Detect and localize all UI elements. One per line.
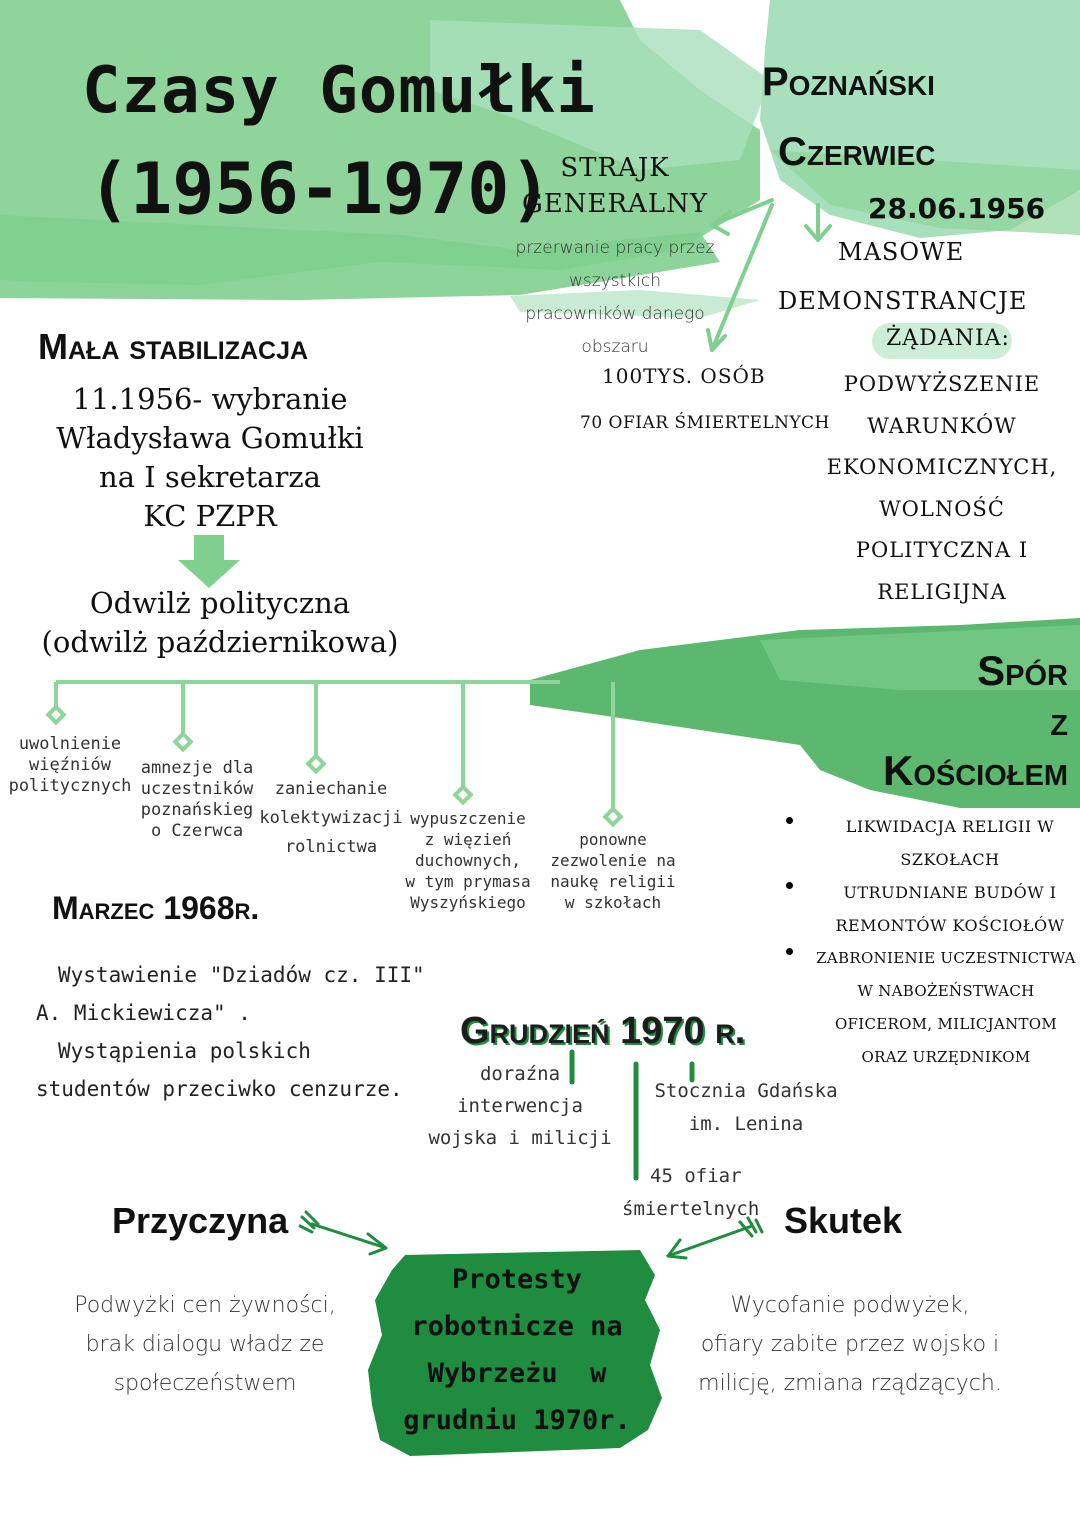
spor-item-3: ZABRONIENIE UCZESTNICTWA W NABOŻEŃSTWACH OFICEROM, MILICJANTOM ORAZ URZĘDNIKOM: [816, 949, 1076, 1066]
marzec-text: Wystawienie "Dziadów cz. III" A. Mickiewicza" . Wystąpienia polskich studentów przeciwko cenzurze.: [36, 963, 425, 1101]
title-line-1: Czasy Gomułki: [82, 54, 596, 128]
demand-item: RELIGIJNA: [877, 579, 1007, 604]
poznan-title-2: Czerwiec: [778, 130, 936, 174]
odwilz-text: Odwilż polityczna (odwilż październikowa): [41, 586, 399, 659]
spor-title: Spór z Kościołem: [882, 647, 1068, 794]
branch-node: [455, 787, 471, 803]
branch-node: [175, 734, 191, 750]
poznan-title: Poznański: [762, 60, 935, 104]
skutek-label: Skutek: [784, 1200, 903, 1241]
demonstrancje-label: DEMONSTRANCJE: [778, 287, 1028, 315]
victims-count: 70 OFIAR ŚMIERTELNYCH: [580, 413, 830, 433]
strajk-title: STRAJK GENERALNY: [521, 153, 708, 219]
people-count: 100TYS. OSÓB: [602, 364, 766, 388]
mala-text: 11.1956- wybranie Władysława Gomułki na I sekretarza KC PZPR: [56, 382, 364, 533]
grudzien-right-text: Stocznia Gdańska im. Lenina: [654, 1080, 838, 1135]
grudzien-title: Grudzień 1970 r.: [460, 1010, 746, 1052]
branch-node: [48, 707, 64, 723]
title-line-2: (1956-1970): [88, 148, 552, 230]
page-subtitle-years: [88, 148, 552, 230]
spor-item-2: UTRUDNIANE BUDÓW I REMONTÓW KOŚCIOŁÓW: [835, 883, 1065, 935]
branch-text-2: amnezje dla uczestników poznańskieg o Czerwca: [140, 758, 254, 841]
branch-node: [605, 809, 621, 825]
spor-item-1: LIKWIDACJA RELIGII W SZKOŁACH: [845, 817, 1055, 869]
przyczyna-text: Podwyżki cen żywności, brak dialogu władz ze społeczeństwem: [74, 1293, 336, 1396]
branch-text-3: zaniechanie kolektywizacji rolnictwa: [259, 779, 403, 857]
przyczyna-label: Przyczyna: [112, 1200, 289, 1241]
branch-text-1: uwolnienie więźniów politycznych: [8, 734, 132, 796]
arrow-to-people: [712, 205, 772, 350]
branch-node: [308, 756, 324, 772]
marzec-title: Marzec 1968r.: [52, 890, 260, 926]
grudzien-left-text: doraźna interwencja wojska i milicji: [428, 1063, 612, 1149]
demand-item: EKONOMICZNYCH,: [826, 455, 1058, 479]
branch-text-5: ponowne zezwolenie na naukę religii w szkołach: [550, 830, 676, 912]
poznan-date: 28.06.1956: [868, 192, 1046, 225]
branch-text-4: wypuszczenie z więzień duchownych, w tym prymasa Wyszyńskiego: [405, 809, 531, 912]
grudzien-victims: 45 ofiar śmiertelnych: [622, 1165, 760, 1220]
zadania-label: ŻĄDANIA:: [886, 326, 1010, 351]
skutek-text: Wycofanie podwyżek, ofiary zabite przez wojsko i milicję, zmiana rządzących.: [698, 1293, 1002, 1396]
demand-item: WOLNOŚĆ: [879, 496, 1005, 521]
demand-item: POLITYCZNA I: [855, 538, 1029, 562]
demands-list: [822, 364, 1062, 613]
down-arrow: [178, 535, 240, 588]
masowe-label: MASOWE: [838, 238, 965, 266]
demand-item: PODWYŻSZENIE: [843, 372, 1041, 396]
mala-title: Mała stabilizacja: [38, 326, 309, 367]
demand-item: WARUNKÓW: [867, 413, 1017, 438]
strajk-definition: przerwanie pracy przez wszystkich pracowników danego obszaru: [515, 238, 715, 357]
arrow-przyczyna: [312, 1224, 386, 1248]
page-title: [82, 52, 596, 130]
protesty-text: Protesty robotnicze na Wybrzeżu w grudniu 1970r.: [403, 1264, 631, 1436]
